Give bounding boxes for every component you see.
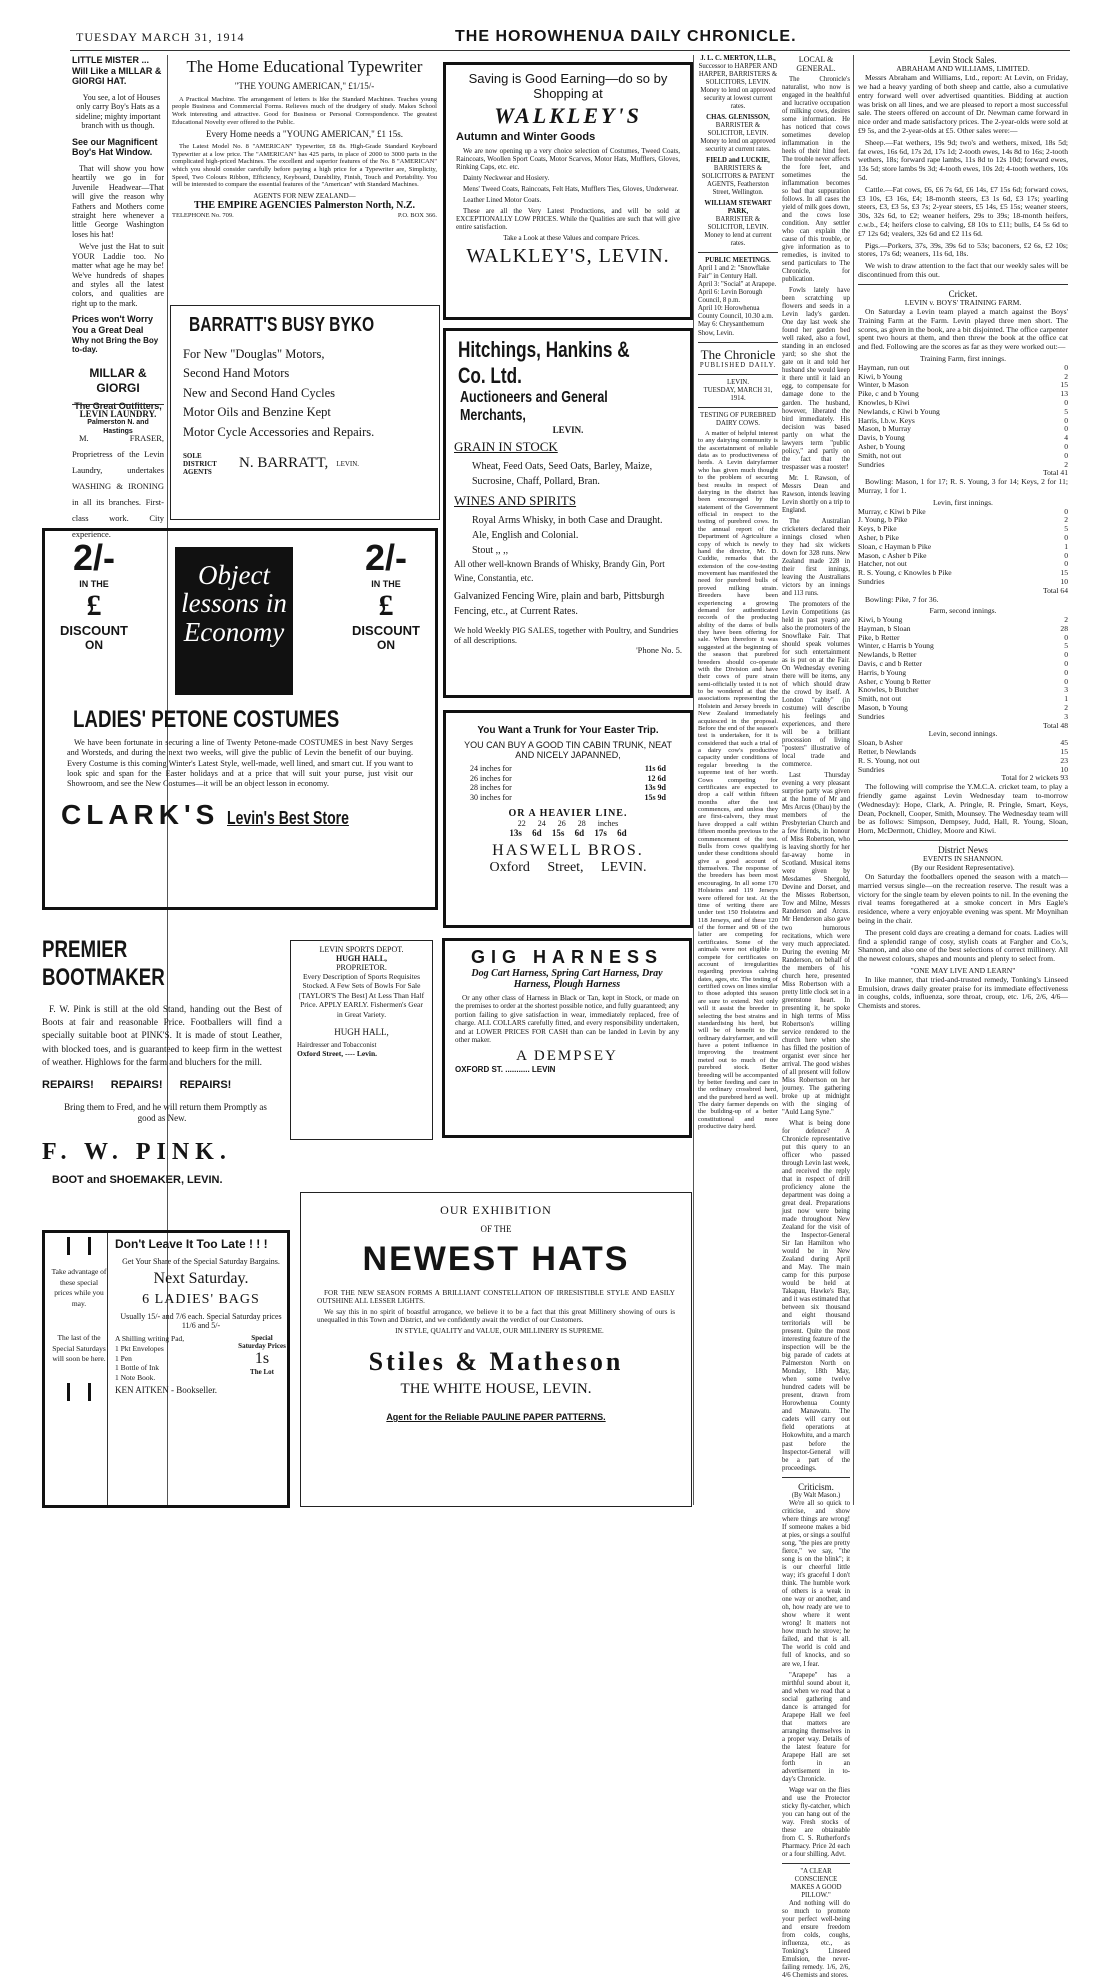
agency-name: THE EMPIRE AGENCIES Palmerston North, N.Z. [193,200,416,212]
score-row: Sundries 10 [858,764,1068,774]
score-row: Winter, b Mason 15 [858,380,1068,390]
ad-heading: Will Like a MILLAR & GIORGI HAT. [72,65,162,87]
ad-heading: Why not Bring the Boy to-day. [72,335,159,355]
ad-text: Get Your Share of the Special Saturday Bargains. [122,1257,280,1266]
section-text: Royal Arms Whisky, in both Case and Draught. [472,515,663,526]
ad-subheading: YOU CAN BUY A GOOD TIN CABIN TRUNK, NEAT AND NICELY JAPANNED, [464,740,672,760]
ad-heading: LEVIN SPORTS DEPOT. [319,945,404,954]
ad-item: For New "Douglas" Motors, [183,347,325,361]
ad-text: A Practical Machine. The arrangement of letters is like the Standard Machines. Teaches young people Business and Commercial Forms. Relieves much of the drudgery of study. Makes School Work interesting and attractive. Good for Business or Personal Correspondence. The greatest Educational Novelty ever offered to the Public. [172,95,437,126]
innings-heading: Training Farm, first innings. [920,353,1006,363]
dealer-town: LEVIN. [336,459,360,468]
score-row: Harris, b Young 0 [858,667,1068,677]
discount-label: ON [377,638,395,652]
bowling-figures: Bowling: Mason, 1 for 17; R. S. Young, 3 for 14; Keys, 2 for 11; Murray, 1 for 1. [858,477,1068,495]
news-item: The promoters of the Levin Competitions (as held in past years) are also the promoters of the Snowflake Fair. That should speak volumes for such entertainment as is put on at the Fair. On Wednesday evening there will be items, any of which should draw the crowd by itself. A London "cabby" (in costume) will describe his feelings and experiences, and there will be a brilliant procession of living "posters" illustrative of local trade and commerce. [782,600,850,769]
column-rule [853,55,854,1505]
innings-heading: Levin, first innings. [933,497,993,507]
store-name: WALKLEY'S [494,103,642,128]
news-item: The Chronicle's naturalist, who now is engaged in the healthful and lucrative occupation of milking cows, desires some information. He has noticed that cows sometimes develop inflammation in the heels of their hind feet. The trouble never affects the fore feet, and sometimes the inflammation becomes so bad that suppuration follows. In all cases the yield of milk goes down, and the cows lose condition. Any settler who can explain the cause of this trouble, or give information as to remedies, is invited to send particulars to The Chronicle, for publication. [782,75,850,284]
list-item: 1 Pkt Envelopes [115,1343,164,1353]
legal-notice: WILLIAM STEWART PARK, BARRISTER & SOLICITOR, LEVIN. Money to lend at current rates. [704,200,772,248]
ad-text: Every Description of Sports Requisites Stocked. A Few Sets of Bowls For Sale [TAYLOR'S The Best] At Less Than Half Price. APPLY EARLY. Fishermen's Gear in Great Variety. [298,972,425,1019]
ad-text: We say this in no spirit of boastful arrogance, we believe it to be a fact that this great Millinery showing of ours is unequalled in this Town and District, and we confidently await the verdict of our Customers. [317,1308,675,1324]
hitchings-ad [443,328,693,698]
store-name: KEN AITKEN - Bookseller. [115,1384,217,1395]
issue-date: TUESDAY MARCH 31, 1914 [76,30,245,44]
publish-town: LEVIN. [726,378,750,386]
news-item: What is being done for defence? A Chronicle representative put this query to an officer who passed through Levin last week, and received the reply that in respect of drill proficiency alone the department was doing a great deal. Preparations just now were being made throughout New Zealand for the visit of the Inspector-General Sir Ian Hamilton who would be in New Zealand during April and May. The main camp for this purpose would be held at Takapau, Hawke's Bay, and it was estimated that between six thousand and eight thousand territorials will be present. Quite the most interesting feature of the inspection will be the big parade of cadets at Palmerston North on Monday, 18th May, when some twelve hundred cadets will be present, drawn from Horowhenua County and Manawatu. The cadets will carry out field operations at Hokowhitu, and a march past before the Inspector-General will be a part of the proceedings. [782,1119,850,1472]
size-row: 22 24 26 28 inches [517,819,619,829]
barratt-ad [170,305,440,520]
discount-price: 2/- [364,537,407,578]
scorecard [858,508,1068,587]
score-row: Mason, b Murray 0 [858,424,1068,434]
ad-heading: Don't Leave It Too Late ! ! ! [115,1237,268,1251]
article-heading: TESTING OF PUREBRED DAIRY COWS. [700,411,776,427]
score-row: Asher, b Young 0 [858,441,1068,451]
score-row: Hayman, b Sloan 28 [858,623,1068,633]
ad-text: Dainty Neckwear and Hosiery. [463,174,550,182]
legal-notice: J. L. C. MERTON, LL.B., Successor to HARPER AND HARPER, BARRISTERS & SOLICITORS, LEVIN. Money to lend on approved security at lowest current rates. [698,55,778,111]
ad-heading: HUGH HALL, [335,954,388,963]
ad-item: Motor Oils and Benzine Kept [183,405,331,420]
sports-depot-ad [290,940,433,1140]
score-row: Sloan, b Asher 45 [858,738,1068,748]
proprietor-trade: Hairdresser and Tobacconist [297,1040,377,1049]
ad-sidebar [51,1233,108,1505]
score-row: Newlands, b Retter 0 [858,650,1068,660]
news-item: The Australian cricketers declared their innings closed when they had six wickets down for 328 runs. New Zealand made 228 in their first innings, leaving the Australians victors by an innings and 113 runs. [782,517,850,597]
store-name: Stiles & Matheson [368,1347,624,1376]
score-row: Harris, l.b.w. Keys 0 [858,415,1068,425]
section-text: All other well-known Brands of Whisky, Brandy Gin, Port Wine, Constantia, etc. [454,559,665,583]
report-text: Pigs.—Porkers, 37s, 39s, 39s 6d to 53s; baconers, £2 6s, £2 10s; stores, 17s 6d; weaners, 11s 6d, 18s. [858,240,1068,259]
laundry-ad [72,400,164,540]
publish-note: PUBLISHED DAILY. [699,361,777,369]
slogan-block: Object lessons in Economy [175,547,293,695]
innings-total: Total 41 [1043,468,1068,478]
ad-line: Every Home needs a "YOUNG AMERICAN," £1 15s. [205,129,404,140]
ad-text: We are now opening up a very choice selection of Costumes, Tweed Coats, Raincoats, Woollen Sport Coats, Motor Scarves, Motor Hats, Mufflers, Gloves, Rinking Caps, etc. etc. [456,147,680,171]
score-row: Davis, b Young 4 [858,433,1068,443]
meetings-list [698,265,778,337]
list-item: 1 Pen [115,1353,132,1363]
scorecard [858,739,1068,774]
score-row: Asher, b Pike 0 [858,532,1068,542]
meeting-item: April 10: Horowhenua County Council, 10.30 a.m. [698,305,774,321]
discount-label: DISCOUNT [60,623,128,638]
section-heading: WINES AND SPIRITS [454,493,577,508]
score-row: Hatcher, not out 0 [858,559,1068,569]
aitken-bookseller-ad [42,1230,290,1508]
company-name: Hitchings, Hankins & Co. Ltd. [458,337,630,388]
ad-footer: Agent for the Reliable PAULINE PAPER PATTERNS. [386,1412,606,1422]
laundry-title: LEVIN LAUNDRY. [79,409,157,419]
section-text: Galvanized Fencing Wire, plain and barb, Pittsburgh Fencing, etc., at Current Rates. [454,591,665,617]
innings-total: Total 48 [1043,720,1068,730]
article-text: We're all so quick to criticise, and show where things are wrong! If someone makes a bid at pies, or sings a soulful song, "the pies are pretty fierce," we say, "the song is on the blink"; it is our cheerful little way; it's graceful I don't think. The humble work of others is a weak in one way or another, and oh, how ready are we to show where it went wrong! It matters not how much he strove; he failed, and that is all. The world is cold and full of knocks, and so are we, I fear. [782,1500,850,1668]
ad-main [115,1237,287,1395]
ad-title: The Home Educational Typewriter [186,57,423,76]
ad-text: IN STYLE, QUALITY and VALUE, OUR MILLINERY IS SUPREME. [395,1327,604,1335]
ad-title: GIG HARNESS [470,947,664,967]
store-name: CLARK'S [61,799,220,831]
laundry-text: M. FRASER, Proprietress of the Levin Laundry, undertakes WASHING & IRONING in all its branches. First-class work. City experience. [72,432,164,540]
score-row: Murray, c Kiwi b Pike 0 [858,506,1068,516]
gig-harness-ad [442,938,692,1138]
column-rule [693,55,694,1505]
price-list [456,764,680,802]
meeting-item: April 1 and 2: "Snowflake Fair" in Century Hall. [698,265,770,281]
ad-text: FOR THE NEW SEASON FORMS A BRILLIANT CONSTELLATION OF IRRESISTIBLE STYLE AND EASILY OUTSHINE ALL LESSER LIGHTS. [317,1289,675,1305]
pound-sign: £ [378,589,394,622]
ad-agents: AGENTS FOR NEW ZEALAND— [253,191,356,200]
item-list [115,1334,184,1383]
article-text: A matter of helpful interest to any dairying community is the ascertainment of reliable data as to productiveness of herds. A Levin dairyfarmer who has given much thought to the problem of securing best results in respect of dairying in the district has been encouraged by the statement of the Government official in respect to the testing of purebred cows. In the annual report of the Department of Agriculture a copy of which is newly to hand the director, Mr. D. Cuddie, remarks that the extension of the cow-testing movement has manifested the need for purebred bulls of proved milking strain. Breeders have been experiencing a growing demand for authenticated records of the producing ability of the dams of bulls they have been offering for sale. When therefore it was suggested at the beginning of the season that purebred breeders should co-operate with the Division and have their cows of pure strain semi-officially tested it is not to be wondered at that the associations representing the Holstein and Jersey breeds in New Zealand immediately acquiesced in the proposal. Before the end of the season's test is undertaken, for it is considered that such a trial of a dairy cow's productive capacity under conditions of regular breeding is the supreme test of her worth. Cows competing for certificates are expected to drop a calf within fifteen months after the test commences, and unless they are first-calvers, they must have dropped a calf within fifteen months previous to the commencement of the test. Bulls from cows qualifying under these conditions should give a good account of themselves. The response of the breeders has been most encouraging. In all some 170 Holsteins and 119 Jerseys were offered for test. At the time of writing there are under test 150 Holsteins and 118 Jerseys, and of these 120 of the former and 98 of the latter are competing for certificates. Some of the animals were not eligible to compete for certificates on account of irregularities regarding previous calving dates, ages, etc. The testing of certified cows on lines similar to those adopted this season are sure to extend. Not only will it assist the breeder in selecting the best strains and standardising his herd, but will be of benefit to the ordinary dairyfarmer, and will have a potent influence in improving the treatment meted out to much of the purebred stock. Better breeding will be accompanied by better feeding and care in the ordinary crossbred herd, and the purebred herd as well. The dairy farmer depends on the building-up of a better constitutional and more productive dairy herd. [698,429,778,1131]
ad-title: PREMIER BOOTMAKER [42,936,165,992]
proprietor-address: Oxford Street, ---- Levin. [297,1048,378,1058]
section-text: Stout ,, ,, [472,545,509,556]
lot-label: The Lot [250,1368,274,1376]
report-text: We wish to draw attention to the fact that our weekly sales will be discontinued from this out. [858,261,1068,279]
list-item: 1 Bottle of Ink [115,1363,159,1373]
sub-heading: EVENTS IN SHANNON. [923,854,1003,864]
news-item: Mr. I. Rawson, of Messrs Dean and Rawson, intends leaving Levin shortly on a trip to England. [782,474,850,514]
ad-text: That will show you how heartily we go in for Juvenile Headwear—That will give the reason why Fathers and Mothers come straight here whenever a little George Washington loses his hat! [72,163,164,239]
news-item: "Arapepe" has a mirthful sound about it, and when we read that a social gathering and dance is arranged for Arapepe Hall we feel that matters are arranging themselves in a proper way. Details of the latest feature for Arapepe Hall are set forth in an advertisement in to-day's Chronicle. [782,1671,850,1783]
report-text: Cattle.—Fat cows, £6, £6 7s 6d, £6 14s, £7 15s 6d; forward cows, £3 10s, £3 16s, £4; 18-month steers, £3 1s 6d, £3 17s; yearling steers, £3, £3 5s, £3 7s; 2-year steers, £5 14s, £5 15s; weaner steers, 30s, 32s 6d, to £2; weaner heifers, 29s to 39s; 18-month heifers, c.w.b., £4; heifers close to calving, £8 10s to £11; bulls, £4 5s 6d to £7 12s 6d; vealers, 32s 6d and £2 11s 6d. [858,184,1068,238]
score-row: Kiwi, b Young 2 [858,615,1068,625]
sidebar-text: The last of the Special Saturdays will soon be here. [52,1333,106,1363]
score-row: R. S. Young, not out 23 [858,755,1068,765]
agents-label: SOLE DISTRICT AGENTS [183,451,217,476]
innings-total: Total 64 [1043,585,1068,595]
score-row: Retter, b Newlands 15 [858,747,1068,757]
newest-hats-ad [300,1192,692,1507]
discount-label: ON [85,638,103,652]
price-row: 24 inches for 11s 6d [470,764,666,773]
legal-notice: FIELD and LUCKIE, BARRISTERS & SOLICITORS & PATENT AGENTS, Featherston Street, Wellington. [701,157,775,197]
score-row: Winter, c Harris b Young 5 [858,641,1068,651]
walkleys-ad [443,62,693,320]
lot-price: 1s [254,1350,270,1367]
discount-price: 2/- [72,537,115,578]
ad-item: Motor Cycle Accessories and Repairs. [183,424,375,439]
special-label: Special Saturday Prices [238,1334,286,1350]
score-row: Knowles, b Kiwi 0 [858,397,1068,407]
sub-heading: "ONE MAY LIVE AND LEARN" [910,966,1016,976]
score-row: Newlands, c Kiwi b Young 5 [858,406,1068,416]
ad-title: BARRATT'S BUSY BYKO [189,314,375,336]
score-row: Pike, c and b Young 13 [858,389,1068,399]
telephone: TELEPHONE No. 709. [172,211,234,219]
article-text: And nothing will do so much to promote your perfect well-being and ensure freedom from colds, coughs, influenza, etc., as Tonking's Linseed Emulsion, the never-failing remedy. 1/6, 2/6, 4/6 Chemists and stores. [782,1899,850,1980]
ad-text: We've just the Hat to suit YOUR Laddie too. No matter what age he may be! We've hundreds of shapes and styles all the latest colors, and qualities are right up to the mark. [72,242,164,308]
scorecard [858,364,1068,470]
bowling-figures: Bowling: Pike, 7 for 36. [865,594,939,604]
byline: (By our Resident Representative). [911,863,1015,873]
price-row: 30 inches for 15s 9d [470,792,666,802]
score-row: Davis, c and b Retter 0 [858,659,1068,669]
score-row: Mason, b Young 2 [858,703,1068,713]
discount-label: IN THE [79,579,109,589]
score-row: J. Young, b Pike 2 [858,515,1068,525]
legal-chronicle-column [698,55,778,1505]
ad-subheading: Dog Cart Harness, Spring Cart Harness, Dray Harness, Plough Harness [471,968,663,990]
po-box: P.O. BOX 366. [397,211,437,219]
ad-heading: PROPRIETOR. [336,963,387,972]
company-town: LEVIN. [552,425,584,435]
score-row: Smith, not out 1 [858,694,1068,704]
company-phone: 'Phone No. 5. [636,645,682,655]
ad-item-list [183,345,427,442]
list-item: A Shilling writing Pad, [115,1334,185,1343]
firm-name: ABRAHAM AND WILLIAMS, LIMITED. [896,64,1030,74]
score-row: Knowles, b Butcher 3 [858,685,1068,695]
ad-text: Or any other class of Harness in Black or Tan, kept in Stock, or made on the premises to order at the shortest possible notice, and fully guaranteed; any portion failing to give satisfaction in wear, immediately replaced, free of charge. ALL COLLARS carefully fitted, and every responsibility undertaken, and at LOWER PRICES FOR CASH than can be landed in Levin by any other maker. [455,994,679,1045]
section-heading: LOCAL & GENERAL. [796,55,836,74]
discount-label: DISCOUNT [352,623,420,638]
report-text: On Saturday the footballers opened the season with a match—married versus single—on the recreation reserve. The result was a victory for the single team by eleven points to nil. In the evening the rival teams foregathered at a smoke concert in Mrs Eagle's residence, where a very enjoyable evening was spent. Mr Moynihan being in the chair. [858,872,1068,926]
section-text: We hold Weekly PIG SALES, together with Poultry, and Sundries of all descriptions. [454,625,679,645]
ad-heading: Next Saturday. [153,1270,249,1287]
score-row: Keys, b Pike 5 [858,524,1068,534]
ad-heading: OUR EXHIBITION [440,1203,552,1217]
company-trade: Auctioneers and General Merchants, [460,389,608,424]
ad-title: NEWEST HATS [362,1240,630,1278]
legal-notice: CHAS. GLENISSON, BARRISTER & SOLICITOR, LEVIN. Money to lend on approved security at current rates. [700,114,776,154]
ad-text: Take a Look at these Values and compare Prices. [503,234,640,242]
article-heading: "A CLEAR CONSCIENCE MAKES A GOOD PILLOW." [790,1867,842,1899]
section-text: Ale, English and Colonial. [472,530,579,541]
price-row: 13s 6d 15s 6d 17s 6d [509,828,627,839]
store-name: MILLAR & GIORGI [89,366,147,395]
score-row: Kiwi, b Young 2 [858,371,1068,381]
store-address: OXFORD ST. ........... LEVIN [455,1064,556,1074]
paper-title: THE HOROWHENUA DAILY CHRONICLE. [455,28,797,45]
meeting-item: May 6: Chrysanthemum Show, Levin. [698,321,765,337]
innings-total: Total for 2 wickets 93 [1001,773,1068,783]
ad-heading: OF THE [480,1224,512,1234]
proprietor-name: HUGH HALL, [334,1026,389,1037]
ad-subtitle: "THE YOUNG AMERICAN," £1/15/- [234,81,375,92]
section-text: Wheat, Feed Oats, Seed Oats, Barley, Maize, Sucrosine, Chaff, Pollard, Bran. [472,461,653,487]
score-row: Pike, b Retter 0 [858,632,1068,642]
section-heading: District News [938,845,988,856]
match-title: LEVIN v. BOYS' TRAINING FARM. [904,298,1022,308]
meetings-heading: PUBLIC MEETINGS. [705,257,771,265]
news-item: Wage war on the flies and use the Protector sticky fly-catcher, which you can hang out of the way. Fresh stocks of these are obtainable from C. S. Rutherford's Pharmacy. Price 2d each or a four shilling. Advt. [782,1786,850,1858]
ad-title: LADIES' PETONE COSTUMES [73,706,340,733]
price-row: 26 inches for 12 6d [470,773,666,783]
store-address: Palmerston N. and Hastings [87,419,149,435]
masthead [70,30,1070,46]
publish-date: TUESDAY, MARCH 31, 1914. [703,386,773,402]
section-heading: GRAIN IN STOCK [454,439,558,454]
ad-text: Usually 15/- and 7/6 each. Special Saturday prices 11/6 and 5/- [120,1312,282,1330]
typewriter-ad [172,55,437,247]
innings-heading: Farm, second innings. [929,606,997,616]
price-row: 28 inches for 13s 9d [470,783,666,793]
score-row: R. S. Young, c Knowles b Pike 15 [858,568,1068,578]
score-row: Sloan, c Hayman b Pike 1 [858,541,1068,551]
report-text: The following will comprise the Y.M.C.A. cricket team, to play a friendly game against Levin Wednesday team to-morrow (Wednesday): Hope, Clark, A. Pringle, R. Pringle, Smart, Keys, Dean, Pocknell, Cooper, Smith, Mounsey. The Wednesday team will be as follows: Simpson, Dempsey, Judd, Hall, R. Young, Sloan, Horn, McDermott, Chidley, Moore and Kiwi. [858,782,1068,836]
store-name: F. W. PINK. [42,1138,232,1165]
clarks-ad [42,528,438,910]
repairs-line: REPAIRS! REPAIRS! REPAIRS! [42,1079,232,1092]
store-tagline: BOOT and SHOEMAKER, LEVIN. [52,1173,223,1186]
paper-name: The Chronicle [700,346,776,362]
store-tagline: Levin's Best Store [227,808,350,829]
report-text: The present cold days are creating a demand for coats. Ladies will find a splendid range of cosy, stylish coats at Fargher and Co.'s, Shannon, and also one of the best selections of correct millinery. All the newest colours, shapes and mounts and plenty to select from. [858,927,1068,964]
haswell-trunk-ad [443,710,693,928]
ad-heading: Prices won't Worry You a Great Deal [72,314,153,335]
section-heading: Cricket. [948,288,978,299]
news-item: Last Thursday evening a very pleasant surprise party was given at the home of Mr and Mrs Arcus (Ohau) by the members of the Presbyterian Church and a few friends, in honour of Miss Robertson, who is leaving shortly for her far-away home in Scotland. Musical items were given by Mesdames Shergold, Devine and Dorset, and the Misses Robertson, Tow and Milne, Messrs Randerson and Arcus. Mr Henderson also gave two humorous recitations, which were very much appreciated. During the evening Mr Randerson, on behalf of the members of his church here, presented Miss Robertson with a pretty little clock set in a greenstone heart. In presenting it, he spoke in high terms of Miss Robertson's willing service rendered to the church here when she has filled the position of organist ever since her arrival. The good wishes of all present will follow Miss Robertson on her journey. The gathering broke up at midnight with the singing of "Auld Lang Syne." [782,772,850,1116]
pound-sign: £ [86,589,102,622]
pink-bootmaker-ad [42,932,282,1222]
store-signature: WALKLEY'S, LEVIN. [466,245,670,267]
report-text: Sheep.—Fat wethers, 19s 9d; two's and wethers, mixed, 18s 5d; fat ewes, 16s 6d, 17s 2d, 17s 1d; 2-tooth ewes, 14s 8d to 16s; 2-tooth wethers, 18s; forward rape lambs, 11s 8d to 12s 10d; forward ewes, 13s 5d; store lambs 9s 3d; 4-tooth ewes, 10s 2d; 4-tooth wethers, 10s 5d. [858,137,1068,182]
score-row: Sundries 2 [858,459,1068,469]
ad-text: You see, a lot of Houses only carry Boy's Hats as a sideline; mighty important branch with us though. [75,92,161,131]
ad-heading: LITTLE MISTER ... [72,55,149,65]
innings-heading: Levin, second innings. [928,729,998,739]
article-byline: (By Walt Mason.) [791,1492,841,1500]
list-item: 1 Note Book. [115,1373,156,1382]
ad-item: New and Second Hand Cycles [183,385,336,400]
report-text: Messrs Abraham and Williams, Ltd., report: At Levin, on Friday, we had a heavy yarding of both sheep and cattle, also a cumulative entry forward well over advertised quantities. Bidding at auction was brisk on all lines, and we are pleased to report a most successful sale. The steers offered on account of Dr. Newman came forward in nice order and made satisfactory prices. The 2-year-olds were sold at £9 5s, and the 2-year-olds at £5. Other sales were:— [858,73,1068,136]
score-row: Smith, not out 0 [858,450,1068,460]
news-item: Fowls lately have been scratching up flowers and seeds in a Levin lady's garden. One day last week she found her garden bed well raked, also a fowl, standing in an enclosed yard; so she shot the gate on it and told her husband she would keep it there until it laid an egg, to compensate for damage done to the garden. The husband, however, liberated the bird immediately. His decision was based partly on what the lawyers term "public policy," and partly on the fact that the trespasser was a rooster! [782,287,850,471]
report-text: In like manner, that tried-and-trusted remedy, Tonking's Linseed Emulsion, draws daily greater praise for its immediate effectiveness in coughs, colds, influenza, sore throat, croup, etc. 1/6, 2/6, 4/6—Chemists and stores. [858,974,1068,1011]
ad-heading: 6 LADIES' BAGS [142,1292,260,1307]
ad-subheading: OR A HEAVIER LINE. [508,808,628,820]
score-row: Mason, c Asher b Pike 0 [858,550,1068,560]
ad-heading: See our Magnificent Boy's Hat Window. [72,136,158,158]
ad-text: The Latest Model No. 8 "AMERICAN" Typewriter, £8 8s. High-Grade Standard Keyboard Typewriter at a low price. The "AMERICAN" has 425 parts, in place of 2000 to 3000 parts in the complicated high-priced Machines. The excellent and superior features of the No. 8 "AMERICAN" which you should consider carefully before paying a high price for a Typewriter are, Simplicity, Speed, Two Colours Ribbon, Efficiency, Keyboard, Durability, Finish, Touch and Portability. You will be interested to compare the essential features of the "American" with Standard Machines. [172,142,437,189]
scorecard [858,616,1068,722]
discount-label: IN THE [371,579,401,589]
report-text: On Saturday a Levin team played a match against the Boys' Training Farm at the Farm. Levin played three men short. The scores, as given in the book, are a bit disjointed. The office carpenter spent two hours at them, and then threw the book at the office cat and fled. Following are the scores as far as they were worked out:— [858,307,1068,352]
masthead-rule [70,50,1070,51]
store-tagline: The Great Outfitters, [74,400,162,411]
store-name: HASWELL BROS. [492,842,644,860]
ad-text: Leather Lined Motor Coats. [463,196,542,204]
ad-text: These are all the Very Latest Productions, and will be sold at EXCEPTIONALLY LOW PRICES. While the Qualities are such that will give entire satisfaction. [456,207,680,231]
sidebar-text: Take advantage of these special prices while you may. [51,1267,107,1308]
ad-text: F. W. Pink is still at the old Stand, handing out the Best of Boots at fair and reasonable Price. Footballers will find a specially suitable boot at PINK'S. It is made of stout Leather, with blocked toes, and is guaranteed to keep firm in the wettest of weather. Highlows for the farm and bluchers for the mill. [42,1003,282,1067]
meeting-item: April 3: "Social" at Arapepe. [698,281,777,289]
store-tagline: THE WHITE HOUSE, LEVIN. [400,1381,592,1397]
ad-text: Mens' Tweed Coats, Raincoats, Felt Hats, Mufflers Ties, Gloves, Underwear. [463,185,679,193]
ad-text: Bring them to Fred, and he will return them Promptly as good as New. [64,1102,267,1123]
ad-item: Second Hand Motors [183,366,290,381]
ad-heading: You Want a Trunk for Your Easter Trip. [477,725,659,736]
meeting-item: April 6: Levin Borough Council, 8 p.m. [698,289,763,305]
score-row: Asher, c Young b Retter 0 [858,676,1068,686]
article-heading: Criticism. [798,1481,834,1492]
score-row: Sundries 10 [858,576,1068,586]
section-heading: Levin Stock Sales. [929,55,997,65]
score-row: Sundries 3 [858,711,1068,721]
store-address: Oxford Street, LEVIN. [489,860,647,876]
store-name: A DEMPSEY [516,1047,618,1064]
stock-cricket-column [858,55,1068,1505]
score-row: Hayman, run out 0 [858,362,1068,372]
ad-text: We have been fortunate in securing a line of Twenty Petone-made COSTUMES in best Navy Serges and Worsteds, and during the next two weeks, will give the public of Levin the benefit of our buying. Every Costume is this coming Winter's Latest Style, well-made, well lined, and smart cut. If you want to look spic and span for the Easter holidays and at a price that will suit your purse, just visit our Showroom, and see the New Costumes—it will be an object lesson in economy. [67,738,413,788]
ad-heading: Saving is Good Earning—do so by Shopping at [468,71,668,101]
ad-subheading: Autumn and Winter Goods [456,131,596,143]
local-general-column [782,55,850,1980]
dealer-name: N. BARRATT, [239,455,329,472]
